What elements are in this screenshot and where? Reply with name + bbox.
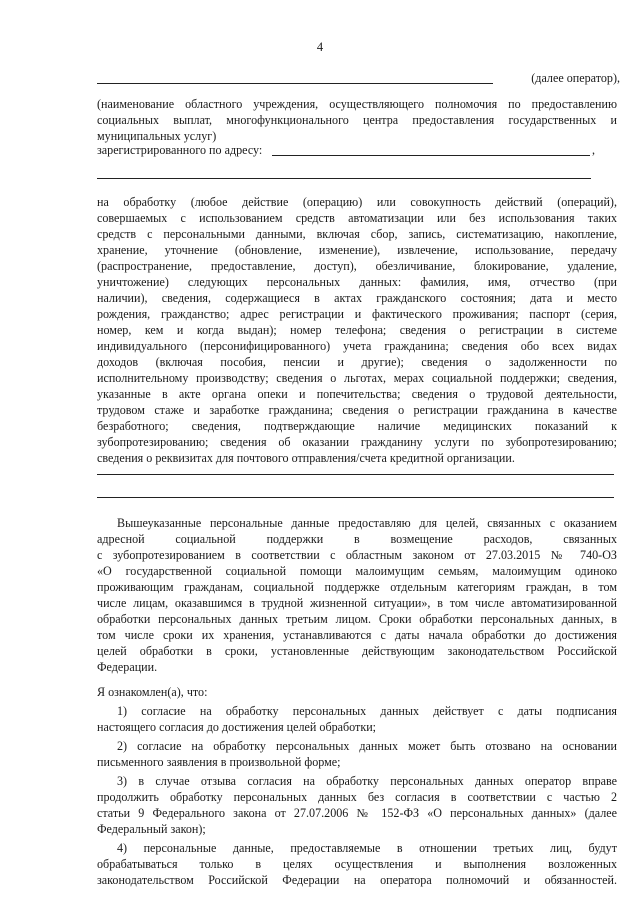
purpose-line: обработки персональных данных третьим лицом. Сроки обработки персональных данных, в (97, 612, 617, 626)
consent-line: рождения, гражданство; адрес регистрации и фактического проживания; паспорт (серия, (97, 307, 617, 321)
purpose-line: с зубопротезированием в соответствии с областным законом от 27.03.2015 № 740-ОЗ (97, 548, 617, 562)
operator-desc-line: социальных выплат, многофункционального центра предоставления государственных и (97, 113, 617, 127)
item-line: Федеральный закон); (97, 822, 206, 836)
purpose-line: проживающим гражданам, социальной поддержке отдельным категориям граждан, в том (97, 580, 617, 594)
consent-line: безработного; сведения, подтверждающие наличие медицинских показаний к (97, 419, 617, 433)
blank-line (97, 178, 591, 179)
page-number: 4 (316, 40, 324, 54)
operator-desc-line: (наименование областного учреждения, осуществляющего полномочия по предоставлению (97, 97, 617, 111)
address-label: зарегистрированного по адресу: (97, 143, 263, 157)
consent-line: трудовом стаже и заработке гражданина; сведения о регистрации гражданина в качестве (97, 403, 617, 417)
consent-line: зубопротезированию; сведения об оказании гражданину услуги по зубопротезированию; (97, 435, 617, 449)
item-line: 4) персональные данные, предоставляемые в отношении третьих лиц, будут (117, 841, 617, 855)
consent-line: средств с персональными данными, включая сбор, запись, систематизацию, накопление, (97, 227, 617, 241)
item-line: законодательством Российской Федерации на оператора полномочий и обязанностей. (97, 873, 617, 887)
consent-line: сведения о реквизитах для почтового отправления/счета кредитной организации. (97, 451, 515, 465)
purpose-line: Вышеуказанные персональные данные предоставляю для целей, связанных с оказанием (117, 516, 617, 530)
item-line: 3) в случае отзыва согласия на обработку персональных данных оператор вправе (117, 774, 617, 788)
consent-line: на обработку (любое действие (операцию) или совокупность действий (операций), (97, 195, 617, 209)
operator-name-blank (97, 83, 493, 84)
operator-desc-line: муниципальных услуг) (97, 129, 217, 143)
consent-line: доходов (включая пособия, пенсии и другие); сведения о задолженности по (97, 355, 617, 369)
item-line: статьи 9 Федерального закона от 27.07.2006 № 152-ФЗ «О персональных данных» (далее (97, 806, 617, 820)
purpose-line: «О государственной социальной помощи малоимущим семьям, малоимущим одиноко (97, 564, 617, 578)
consent-line: индивидуального (персонифицированного) учета гражданина; сведения обо всех видах (97, 339, 617, 353)
purpose-line: целей обработки в сроки, установленные действующим законодательством Российской (97, 644, 617, 658)
consent-line: исполнительному производству; сведения о льготах, мерах социальной поддержки; сведения, (97, 371, 617, 385)
purpose-line: Федерации. (97, 660, 158, 674)
item-line: 1) согласие на обработку персональных данных действует с даты подписания (117, 704, 617, 718)
item-line: настоящего согласия до достижения целей обработки; (97, 720, 377, 734)
consent-line: наличии), сведения, содержащиеся в актах гражданского состояния; дата и место (97, 291, 617, 305)
item-line: 2) согласие на обработку персональных данных может быть отозвано на основании (117, 739, 617, 753)
item-line: письменного заявления в произвольной форме; (97, 755, 341, 769)
purpose-line: числе лицам, оказавшимся в трудной жизненной ситуации», в том числе автоматизированной (97, 596, 617, 610)
consent-line: номер, кем и когда выдан); номер телефона; сведения о регистрации в системе (97, 323, 617, 337)
blank-line (97, 497, 614, 498)
operator-suffix: (далее оператор), (531, 71, 620, 85)
item-line: обрабатываться только в целях осуществления и выполнения возложенных (97, 857, 617, 871)
consent-line: уничтожение) следующих персональных данных: фамилия, имя, отчество (при (97, 275, 617, 289)
consent-line: совершаемых с использованием средств автоматизации или без использования таких (97, 211, 617, 225)
acknowledged-label: Я ознакомлен(а), что: (97, 685, 208, 699)
blank-line (97, 474, 614, 475)
consent-line: (распространение, предоставление, доступ), обезличивание, блокирование, удаление, (97, 259, 617, 273)
address-end: , (592, 143, 596, 157)
purpose-line: адресной социальной поддержки в возмещение расходов, связанных (97, 532, 617, 546)
consent-line: хранение, уточнение (обновление, изменение), извлечение, использование, передачу (97, 243, 617, 257)
item-line: продолжить обработку персональных данных без согласия в соответствии с частью 2 (97, 790, 617, 804)
purpose-line: том числе сроки их хранения, устанавливаются с даты начала обработки до достижения (97, 628, 617, 642)
consent-line: указанные в акте органа опеки и попечительства; сведения о трудовой деятельности, (97, 387, 617, 401)
address-blank (272, 155, 590, 156)
